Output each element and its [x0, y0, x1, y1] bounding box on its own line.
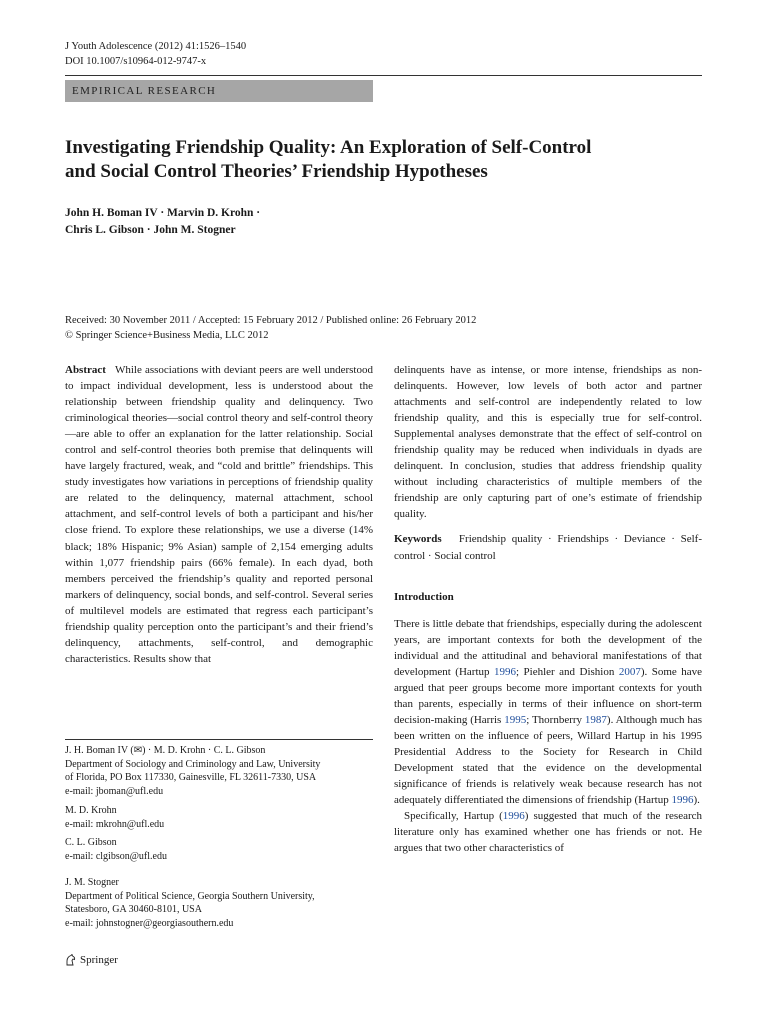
- publication-history: [65, 314, 702, 344]
- intro-text: ; Piehler and Dishion: [515, 665, 619, 678]
- right-column: [394, 362, 702, 856]
- keywords-paragraph: [394, 531, 702, 563]
- doi-line[interactable]: DOI 10.1007/s10964-012-9747-x: [65, 56, 207, 67]
- affiliation-address: Statesboro, GA 30460-8101, USA: [65, 904, 202, 915]
- authors-line-1: John H. Boman IV · Marvin D. Krohn ·: [65, 207, 261, 219]
- left-column: [65, 362, 373, 667]
- intro-text: ).: [693, 794, 700, 807]
- abstract-paragraph: [65, 362, 373, 667]
- abstract-text: While associations with deviant peers are well understood to impact individual development, less is understood about the relationship between friendship quality and delinquency. Two criminological theories—social control theory and self-control theory—are able to offer an explanation for the latter relationship. Social control and self-control theories both premise that delinquents will have largely fractured, weak, and “cold and brittle” friendships. This study investigates how variations in perceptions of friendship quality are related to the delinquency, maternal attachment, school attachment, and self-control levels of both a participant and his/her close friend. To explore these relationships, we use a diverse (14% black; 18% Hispanic; 9% Asian) sample of 2,154 emerging adults within 1,077 friendship pairs (66% female). In each dyad, both members perceived the friendship’s quality and reported personal markers of delinquency, social bonds, and self-control. Several series of multilevel models are estimated that regress each participant’s friendship quality perception onto the participant’s and their friend’s delinquency, attachments, self-control, and demographic characteristics. Results show that: [65, 364, 373, 665]
- section-banner: EMPIRICAL RESEARCH: [65, 80, 373, 102]
- keywords-label: Keywords: [394, 533, 442, 546]
- email-link[interactable]: e-mail: clgibson@ufl.edu: [65, 850, 167, 862]
- introduction-heading: Introduction: [394, 590, 454, 603]
- copyright-notice: © Springer Science+Business Media, LLC 2012: [65, 329, 269, 341]
- affiliation-name: J. M. Stogner: [65, 877, 119, 888]
- keywords-text: Friendship quality · Friendships · Deviance · Self-control · Social control: [394, 533, 702, 562]
- springer-horse-icon: [65, 954, 76, 966]
- intro-text: ; Thornberry: [526, 713, 585, 726]
- intro-text: ) suggested that much of the research literature only has examined whether one has friends or not. He argues that two other characteristics of: [394, 810, 702, 855]
- footnote-rule: [65, 739, 373, 740]
- publisher-name: Springer: [80, 954, 118, 966]
- title-line-2: and Social Control Theories’ Friendship Hypotheses: [65, 161, 488, 182]
- intro-paragraph-2: [394, 808, 702, 856]
- journal-citation-line: J Youth Adolescence (2012) 41:1526–1540: [65, 41, 247, 52]
- intro-paragraph-1: [394, 616, 702, 809]
- affiliation-block-1: [65, 744, 375, 798]
- journal-reference: [65, 39, 246, 69]
- affiliation-name: M. D. Krohn: [65, 805, 117, 816]
- affiliation-block-4: [65, 876, 375, 930]
- received-dates: Received: 30 November 2011 / Accepted: 15 February 2012 / Published online: 26 February 2012: [65, 315, 477, 326]
- intro-text: ). Although much has been written on the influence of peers, Willard Hartup in his 1995 Presidential Address to the Society for Research in Child Development stated that the evidence on the developmental significance of friends is relatively weak because research has not adequately differentiated the dimensions of friendship (Hartup: [394, 713, 703, 807]
- citation-link[interactable]: 1995: [504, 713, 527, 726]
- email-link[interactable]: e-mail: johnstogner@georgiasouthern.edu: [65, 917, 234, 929]
- affiliation-block-2: [65, 804, 375, 831]
- affiliation-block-3: [65, 836, 375, 863]
- affiliation-name: C. L. Gibson: [65, 837, 117, 848]
- publisher-footer: [65, 953, 118, 967]
- affiliation-dept: Department of Political Science, Georgia Southern University,: [65, 890, 315, 902]
- authors-line-2: Chris L. Gibson · John M. Stogner: [65, 223, 236, 236]
- header-rule: [65, 75, 702, 76]
- article-title: [65, 136, 702, 184]
- intro-text: Specifically, Hartup (: [404, 810, 503, 823]
- email-link[interactable]: e-mail: mkrohn@ufl.edu: [65, 818, 165, 830]
- affiliation-address: of Florida, PO Box 117330, Gainesville, FL 32611-7330, USA: [65, 772, 317, 783]
- abstract-continuation: delinquents have as intense, or more intense, friendships as non-delinquents. However, low levels of both actor and partner attachments and self-control are independently related to low friendship quality, and this is especially true for self-control. Supplemental analyses demonstrate that the effect of self-control on friendship quality may be reduced when individuals in dyads are delinquent. In conclusion, studies that address friendship quality without including characteristics of multiple members of the friendship are only capturing part of one’s estimate of friendship quality.: [394, 364, 702, 521]
- affiliation-dept: Department of Sociology and Criminology and Law, University: [65, 758, 321, 770]
- title-line-1: Investigating Friendship Quality: An Exploration of Self-Control: [65, 137, 592, 158]
- intro-text: There is little debate that friendships, especially during the adolescent years, are important contexts for both the development of the individual and the attitudinal and behavioral manifestations of that development (Hartup: [394, 617, 702, 678]
- citation-link[interactable]: 1987: [584, 713, 607, 726]
- citation-link[interactable]: 1996: [671, 794, 694, 807]
- abstract-label: Abstract: [65, 364, 106, 376]
- citation-link[interactable]: 1996: [502, 810, 525, 823]
- citation-link[interactable]: 1996: [493, 665, 516, 678]
- citation-link[interactable]: 2007: [618, 665, 641, 678]
- email-link[interactable]: e-mail: jboman@ufl.edu: [65, 785, 164, 797]
- affiliation-authors: J. H. Boman IV (✉) · M. D. Krohn · C. L. Gibson: [65, 745, 266, 756]
- intro-text: ). Some have argued that peer groups become more important contexts for youth than parents, especially in terms of their influence on short-term decision-making (Harris: [394, 665, 703, 726]
- author-list: [65, 205, 665, 238]
